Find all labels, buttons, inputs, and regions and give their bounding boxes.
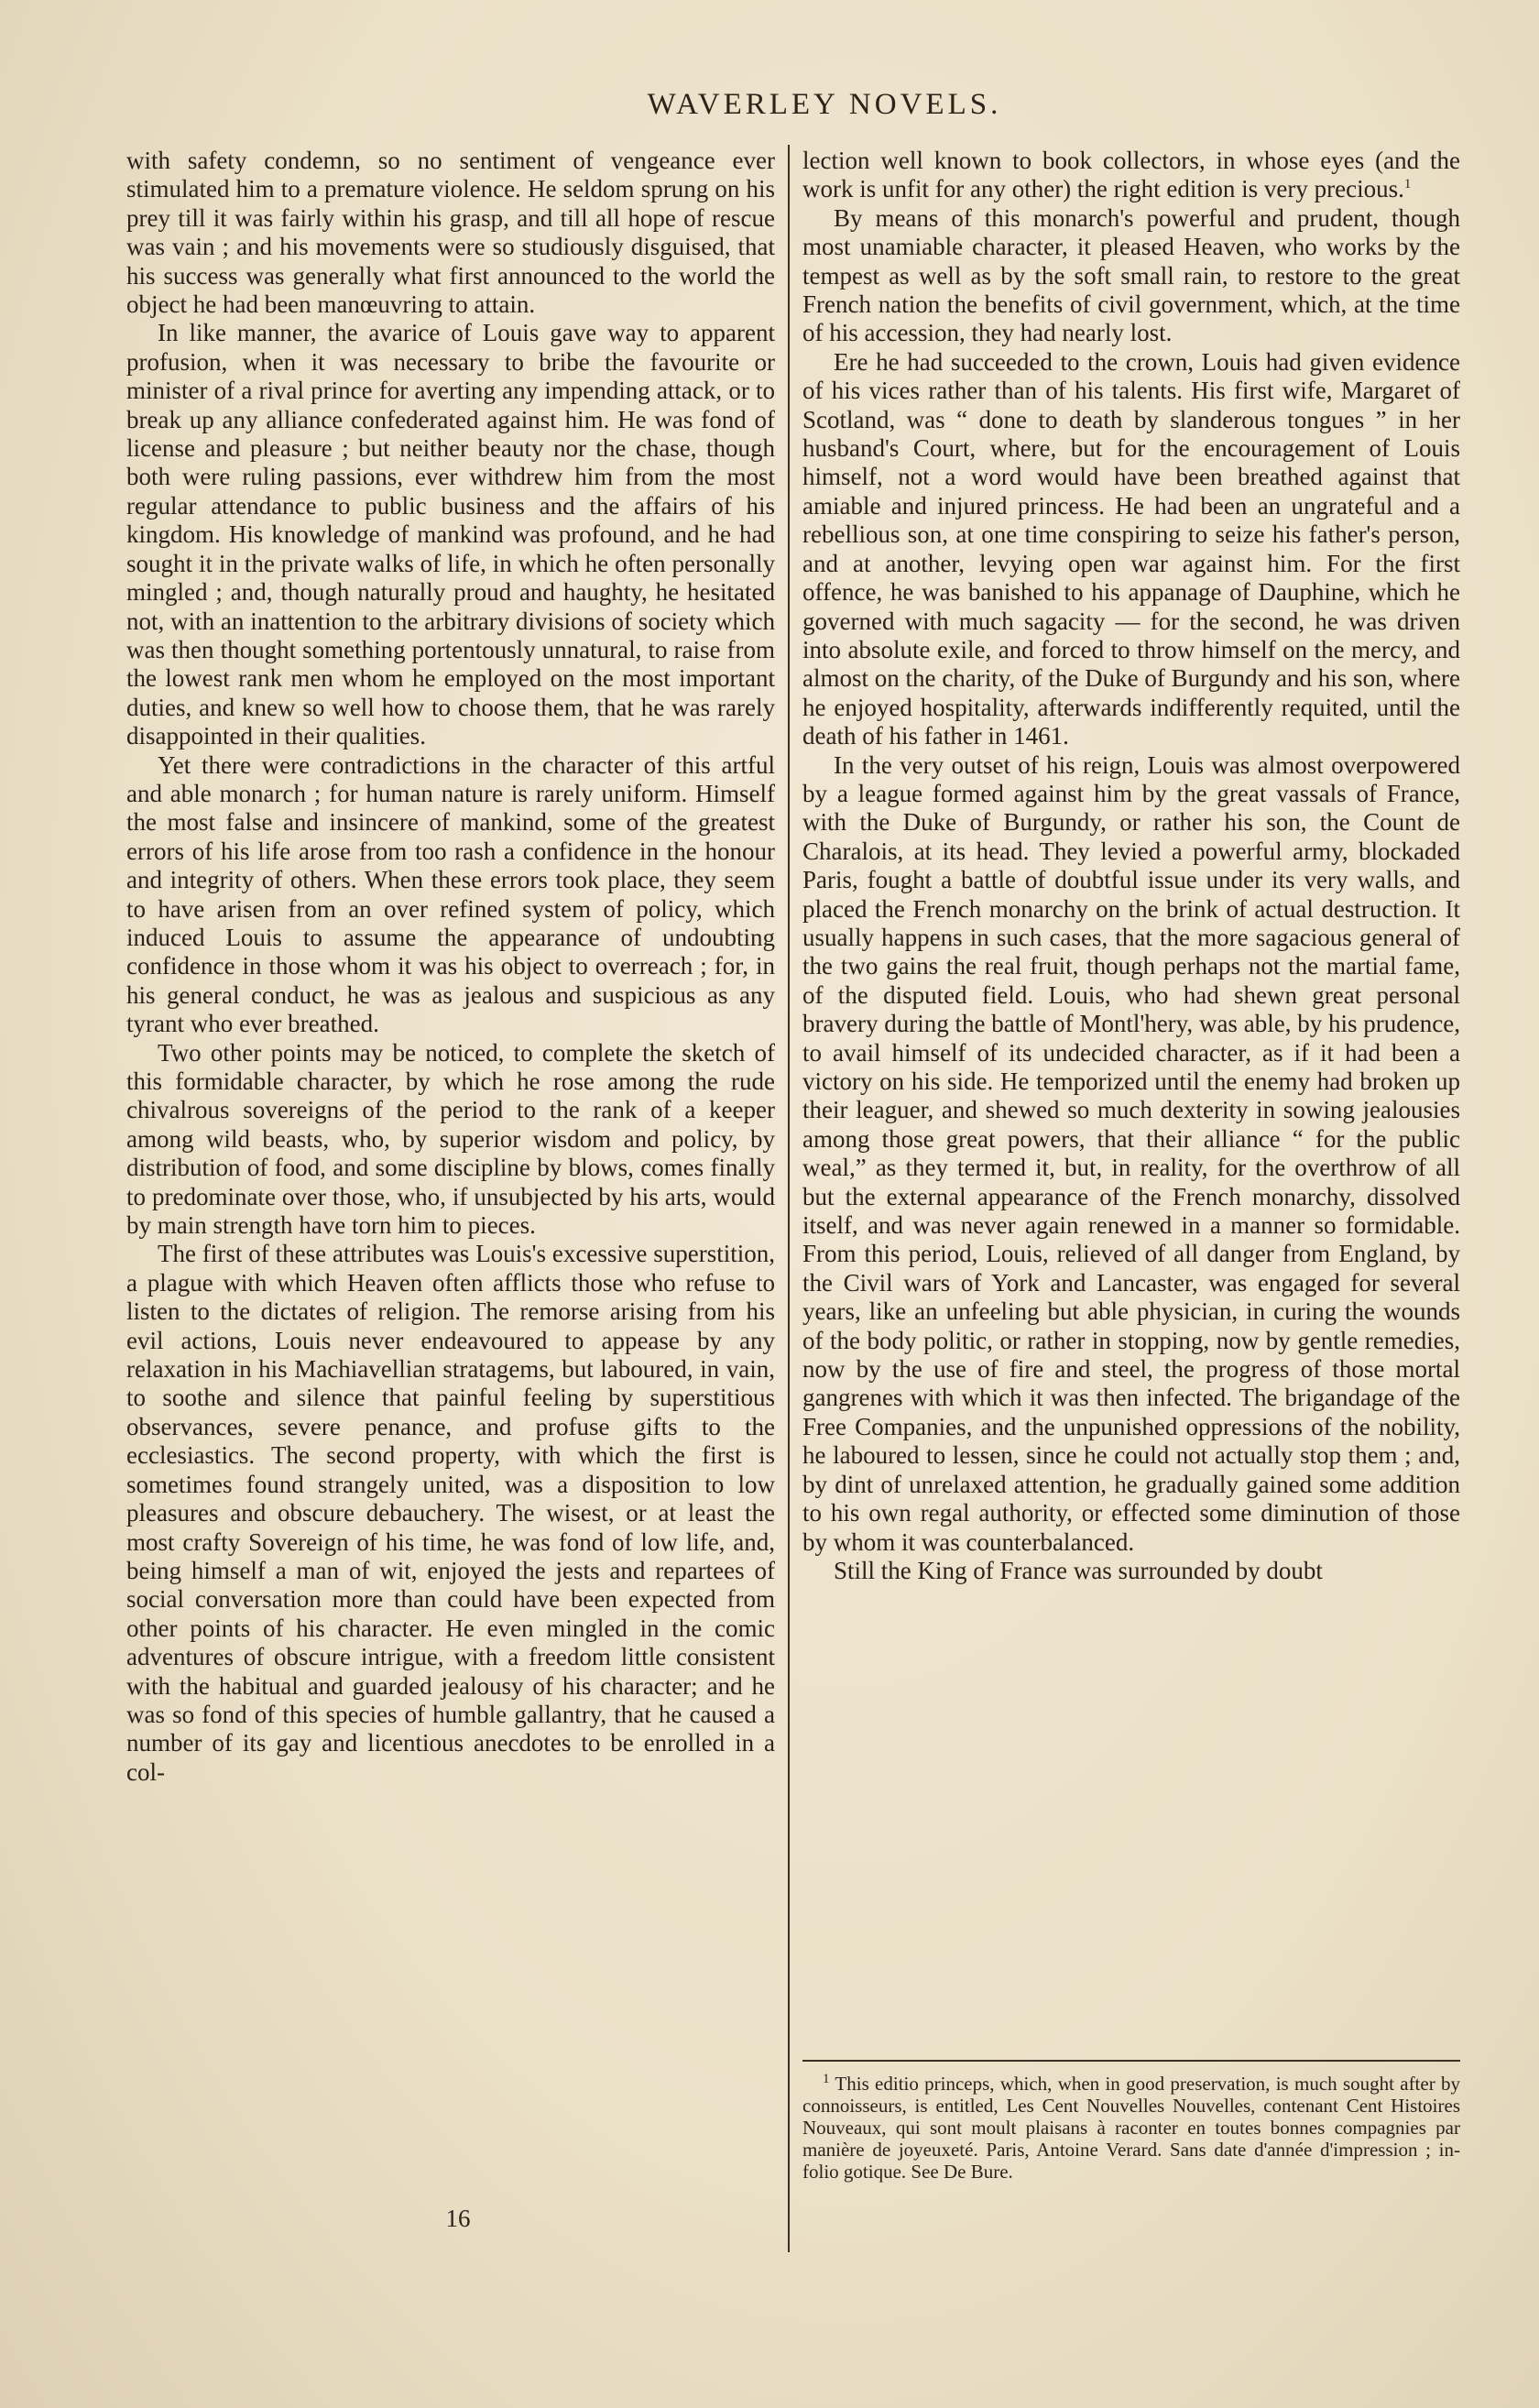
right-column [802,147,1460,1585]
paragraph: with safety condemn, so no sentiment of vengeance ever stimulated him to a premature violence. He seldom sprung on his prey till it was fairly within his grasp, and till all hope of rescue was vain ; and his movements were so studiously disguised, that his success was generally what first announced to the world the object he had been manœuvring to attain. [126,147,775,319]
page-number: 16 [445,2205,471,2232]
running-head: WAVERLEY NOVELS. [647,88,1002,121]
column-divider [788,145,790,2252]
footnote-reference: 1 [1403,177,1412,192]
left-column [126,147,775,1787]
footnote-text [802,2073,1460,2183]
paragraph: By means of this monarch's powerful and prudent, though most unamiable character, it pleased Heaven, who works by the tempest as well as by the soft small rain, to restore to the great French nation the benefits of civil government, which, at the time of his accession, they had nearly lost. [802,203,1460,347]
footnote-marker: 1 [823,2072,830,2086]
paragraph: Two other points may be noticed, to complete the sketch of this formidable character, by which he rose among the rude chivalrous sovereigns of the period to the rank of a keeper among wild beasts, who, by superior wisdom and policy, by distribution of food, and some discipline by blows, comes finally to predominate over those, who, if unsubjected by his arts, would by main strength have torn him to pieces. [126,1038,775,1240]
footnote-body: This editio princeps, which, when in good preservation, is much sought after by connoisseurs, is entitled, Les Cent Nouvelles Nouvelles, contenant Cent Histoires Nouveaux, qui sont moult plaisans à raconter en toutes bonnes compagnies par manière de joyeuxeté. Paris, Antoine Verard. Sans date d'année d'impression ; in-folio gotique. See De Bure. [802,2073,1460,2183]
paragraph: In the very outset of his reign, Louis was almost overpowered by a league formed against him by the great vassals of France, with the Duke of Burgundy, or rather his son, the Count de Charalois, at its head. They levied a powerful army, blockaded Paris, fought a battle of doubtful issue under its very walls, and placed the French monarchy on the brink of actual destruction. It usually happens in such cases, that the more sagacious general of the two gains the real fruit, though perhaps not the martial fame, of the disputed field. Louis, who had shewn great personal bravery during the battle of Montl'hery, was able, by his prudence, to avail himself of its undecided character, as if it had been a victory on his side. He temporized until the enemy had broken up their leaguer, and shewed so much dexterity in sowing jealousies among those great powers, that their alliance “ for the public weal,” as they termed it, but, in reality, for the overthrow of all but the external appearance of the French monarchy, dissolved itself, and was never again renewed in a manner so formidable. From this period, Louis, relieved of all danger from England, by the Civil wars of York and Lancaster, was engaged for several years, like an unfeeling but able physician, in curing the wounds of the body politic, or rather in stopping, now by gentle remedies, now by the use of fire and steel, the progress of those mortal gangrenes with which it was then infected. The brigandage of the Free Companies, and the unpunished oppressions of the nobility, he laboured to lessen, since he could not actually stop them ; and, by dint of unrelaxed attention, he gradually gained some addition to his own regal authority, or effected some diminution of those by whom it was counterbalanced. [802,750,1460,1556]
footnote-rule [802,2060,1460,2062]
paragraph: Yet there were contradictions in the character of this artful and able monarch ; for human nature is rarely uniform. Himself the most false and insincere of mankind, some of the greatest errors of his life arose from too rash a confidence in the honour and integrity of others. When these errors took place, they seem to have arisen from an over refined system of policy, which induced Louis to assume the appearance of undoubting confidence in those whom it was his object to overreach ; for, in his general conduct, he was as jealous and suspicious as any tyrant who ever breathed. [126,750,775,1038]
paragraph: Still the King of France was surrounded by doubt [834,1556,1323,1584]
footnote [802,2073,1460,2183]
paragraph-text: lection well known to book collectors, in whose eyes (and the work is unfit for any other) the right edition is very precious. [802,147,1460,203]
paragraph: Ere he had succeeded to the crown, Louis had given evidence of his vices rather than of his talents. His first wife, Margaret of Scotland, was “ done to death by slanderous tongues ” in her husband's Court, where, but for the encouragement of Louis himself, not a word would have been breathed against that amiable and injured princess. He had been an ungrateful and a rebellious son, at one time conspiring to seize his father's person, and at another, levying open war against him. For the first offence, he was banished to his appanage of Dauphine, which he governed with much sagacity — for the second, he was driven into absolute exile, and forced to throw himself on the mercy, and almost on the charity, of the Duke of Burgundy and his son, where he enjoyed hospitality, afterwards indifferently requited, until the death of his father in 1461. [802,347,1460,750]
paragraph: The first of these attributes was Louis's excessive superstition, a plague with which Heaven often afflicts those who refuse to listen to the dictates of religion. The remorse arising from his evil actions, Louis never endeavoured to appease by any relaxation in his Machiavellian stratagems, but laboured, in vain, to soothe and silence that painful feeling by superstitious observances, severe penance, and profuse gifts to the ecclesiastics. The second property, with which the first is sometimes found strangely united, was a disposition to low pleasures and obscure debauchery. The wisest, or at least the most crafty Sovereign of his time, he was fond of low life, and, being himself a man of wit, enjoyed the jests and repartees of social conversation more than could have been expected from other points of his character. He even mingled in the comic adventures of obscure intrigue, with a freedom little consistent with the habitual and guarded jealousy of his character; and he was so fond of this species of humble gallantry, that he caused a number of its gay and licentious anecdotes to be enrolled in a col- [126,1240,775,1786]
paragraph [802,147,1460,204]
paragraph: In like manner, the avarice of Louis gave way to apparent profusion, when it was necessary to bribe the favourite or minister of a rival prince for averting any impending attack, or to break up any alliance confederated against him. He was fond of license and pleasure ; but neither beauty nor the chase, though both were ruling passions, ever withdrew him from the most regular attendance to public business and the affairs of his kingdom. His knowledge of mankind was profound, and he had sought it in the private walks of life, in which he often personally mingled ; and, though naturally proud and haughty, he hesitated not, with an inattention to the arbitrary divisions of society which was then thought something portentously unnatural, to raise from the lowest rank men whom he employed on the most important duties, and knew so well how to choose them, that he was rarely disappointed in their qualities. [126,319,775,750]
